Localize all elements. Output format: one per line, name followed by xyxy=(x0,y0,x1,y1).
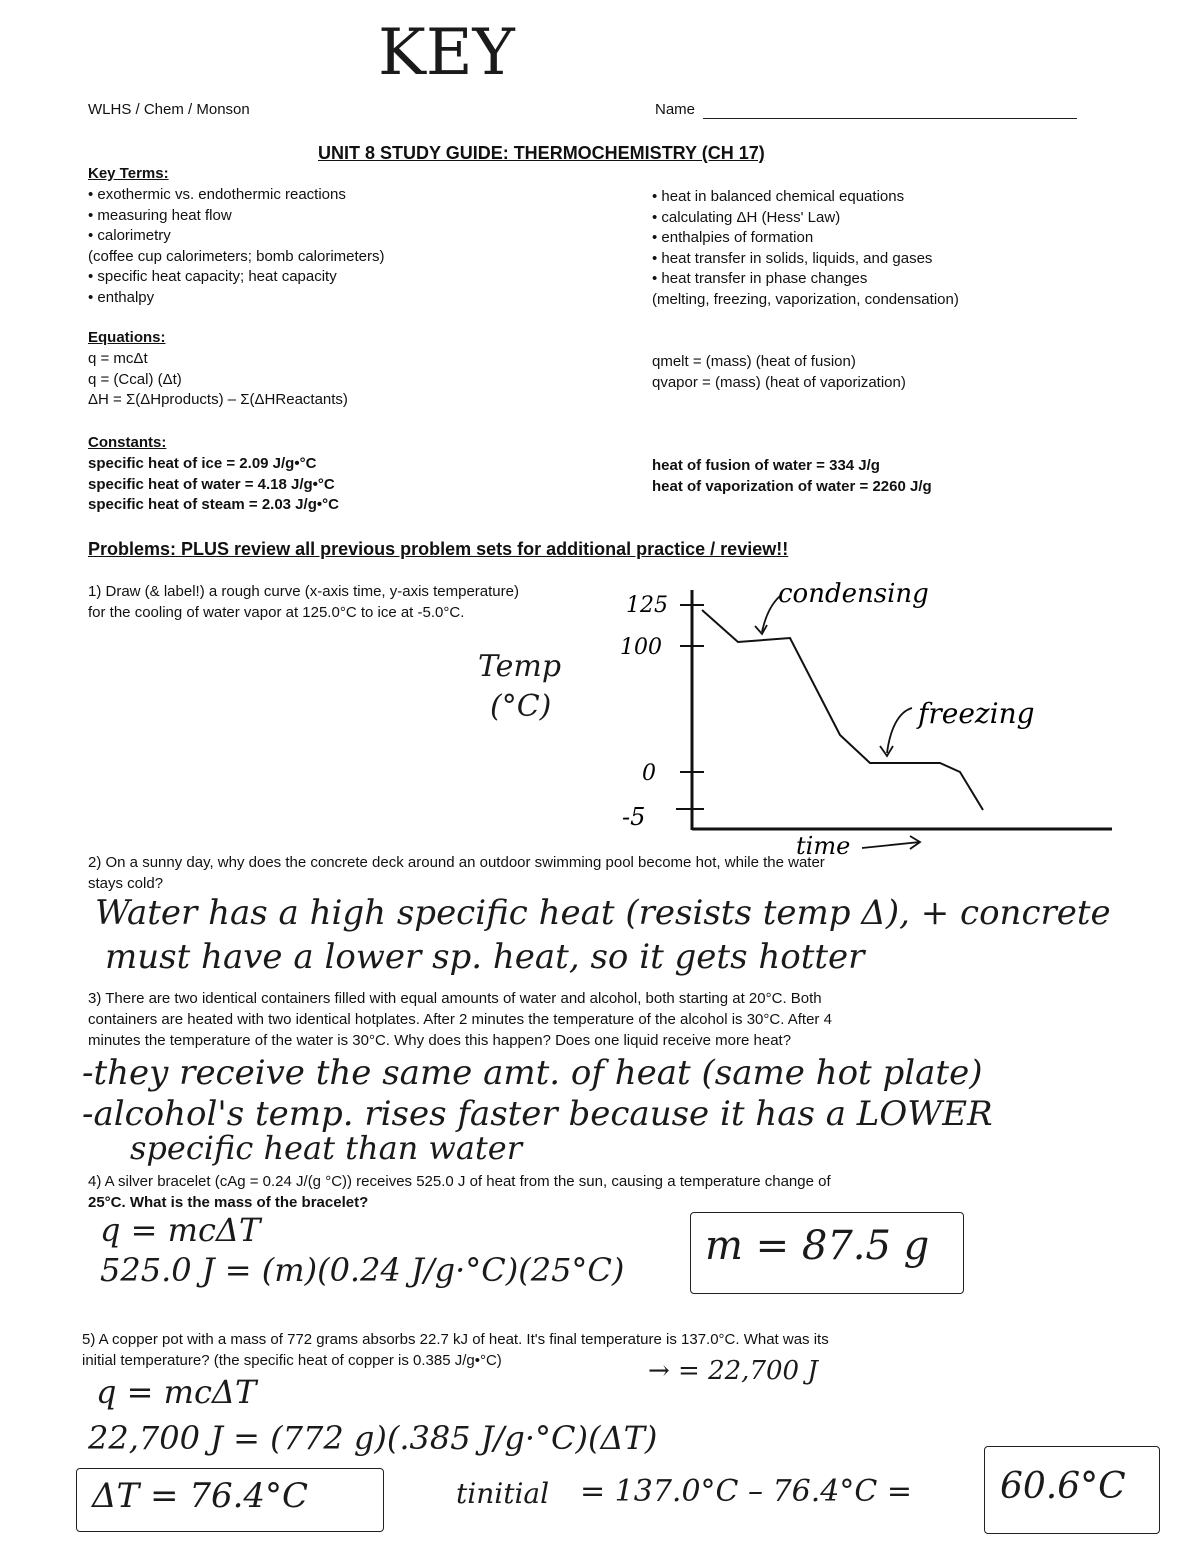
equation-item: q = mcΔt xyxy=(88,350,148,367)
equation-item: ΔH = Σ(ΔHproducts) – Σ(ΔHReactants) xyxy=(88,391,348,408)
initial-temp-label: tinitial xyxy=(456,1477,550,1510)
freezing-arrow xyxy=(887,708,912,753)
constant-item: heat of vaporization of water = 2260 J/g xyxy=(652,477,932,495)
equations-heading: Equations: xyxy=(88,329,166,346)
equation-item: qvapor = (mass) (heat of vaporization) xyxy=(652,373,906,391)
constant-item: heat of fusion of water = 334 J/g xyxy=(652,457,880,474)
graph-annotation-freezing: freezing xyxy=(918,697,1035,730)
problem-3-answer-line: specific heat than water xyxy=(130,1129,522,1167)
equation-item: qmelt = (mass) (heat of fusion) xyxy=(652,353,856,370)
key-term-item: • heat transfer in phase changes xyxy=(652,270,868,287)
graph-annotation-condensing: condensing xyxy=(778,579,929,609)
problem-4-work-line: q = mcΔT xyxy=(100,1211,261,1249)
problem-3-question-line: containers are heated with two identical hotplates. After 2 minutes the temperature of the alcohol is 30°C. After 4 xyxy=(88,1011,832,1028)
key-terms-right-list xyxy=(652,187,959,310)
problem-1-question-line: for the cooling of water vapor at 125.0°C to ice at -5.0°C. xyxy=(88,604,465,621)
course-label: WLHS / Chem / Monson xyxy=(88,101,250,118)
problem-4-question-line: 4) A silver bracelet (cAg = 0.24 J/(g °C)) receives 525.0 J of heat from the sun, causing a temperature change of xyxy=(88,1173,831,1190)
condensing-arrowhead xyxy=(755,625,767,634)
graph-y-axis-unit: (°C) xyxy=(490,689,552,724)
constants-left-list xyxy=(88,454,339,516)
problem-3-answer-line: -alcohol's temp. rises faster because it has a LOWER xyxy=(82,1094,993,1134)
key-term-item: • measuring heat flow xyxy=(88,206,232,224)
graph-x-axis-label: time xyxy=(796,832,851,860)
problem-3-question-line: 3) There are two identical containers filled with equal amounts of water and alcohol, both starting at 20°C. Both xyxy=(88,990,822,1007)
problem-4-question-line: 25°C. What is the mass of the bracelet? xyxy=(88,1194,369,1211)
key-term-item: • exothermic vs. endothermic reactions xyxy=(88,186,346,203)
name-label xyxy=(655,100,695,120)
key-term-item: • specific heat capacity; heat capacity xyxy=(88,268,337,285)
constant-item: specific heat of steam = 2.03 J/g•°C xyxy=(88,496,339,513)
key-terms-heading: Key Terms: xyxy=(88,165,169,182)
constants-right-list xyxy=(652,456,932,497)
problem-2-question-line: stays cold? xyxy=(88,875,164,892)
time-arrow xyxy=(862,836,920,849)
problem-5-question-line: 5) A copper pot with a mass of 772 grams absorbs 22.7 kJ of heat. It's final temperature is 137.0°C. What was its xyxy=(82,1331,829,1348)
name-field-line[interactable] xyxy=(703,118,1077,119)
problem-4-work-line: 525.0 J = (m)(0.24 J/g·°C)(25°C) xyxy=(100,1251,625,1289)
graph-y-axis-label: Temp xyxy=(478,649,562,684)
cooling-curve-graph xyxy=(600,570,1140,860)
constant-item: specific heat of ice = 2.09 J/g•°C xyxy=(88,455,317,472)
key-term-item: • calorimetry xyxy=(88,227,171,244)
key-handwritten-mark: KEY xyxy=(378,16,515,90)
constant-item: specific heat of water = 4.18 J/g•°C xyxy=(88,475,335,493)
key-term-item: • heat in balanced chemical equations xyxy=(652,188,905,205)
problem-1-question-line: 1) Draw (& label!) a rough curve (x-axis time, y-axis temperature) xyxy=(88,583,519,600)
graph-tick-label-minus5: -5 xyxy=(622,803,646,831)
key-term-item: (coffee cup calorimeters; bomb calorimeters) xyxy=(88,247,385,265)
key-term-item: • calculating ΔH (Hess' Law) xyxy=(652,208,841,226)
constants-heading: Constants: xyxy=(88,434,167,451)
graph-tick-label-100: 100 xyxy=(620,635,662,660)
equations-right-list xyxy=(652,352,906,393)
problem-5-work-line: q = mcΔT xyxy=(96,1373,257,1411)
key-term-item: • enthalpy xyxy=(88,288,155,306)
graph-tick-label-125: 125 xyxy=(626,593,668,618)
key-term-item: • enthalpies of formation xyxy=(652,229,814,246)
problems-heading: Problems: PLUS review all previous problem sets for additional practice / review!! xyxy=(88,539,789,559)
page-title: UNIT 8 STUDY GUIDE: THERMOCHEMISTRY (CH 17) xyxy=(318,143,765,163)
problem-5-conversion-note: → = 22,700 J xyxy=(648,1356,818,1386)
name-label-text: Name xyxy=(655,101,696,118)
graph-tick-label-0: 0 xyxy=(642,761,656,786)
problem-3-answer-line: -they receive the same amt. of heat (same hot plate) xyxy=(82,1053,983,1093)
problem-5-work-line: 22,700 J = (772 g)(.385 J/g·°C)(ΔT) xyxy=(88,1419,658,1457)
key-term-item: • heat transfer in solids, liquids, and gases xyxy=(652,249,933,267)
problem-3-question-line: minutes the temperature of the water is 30°C. Why does this happen? Does one liquid receive more heat? xyxy=(88,1032,792,1049)
problem-2-answer-line: Water has a high specific heat (resists temp Δ), + concrete xyxy=(95,893,1111,933)
key-terms-left-list xyxy=(88,185,385,308)
problem-4-answer: m = 87.5 g xyxy=(705,1223,930,1269)
problem-5-question-line: initial temperature? (the specific heat of copper is 0.385 J/g•°C) xyxy=(82,1352,502,1369)
delta-t-answer: ΔT = 76.4°C xyxy=(92,1476,309,1516)
final-answer: 60.6°C xyxy=(1000,1466,1126,1507)
problem-2-answer-line: must have a lower sp. heat, so it gets hotter xyxy=(105,937,865,977)
key-term-item: (melting, freezing, vaporization, condensation) xyxy=(652,290,959,308)
initial-temp-expression: = 137.0°C – 76.4°C = xyxy=(580,1474,913,1509)
problem-2-question-line: 2) On a sunny day, why does the concrete deck around an outdoor swimming pool become hot, while the water xyxy=(88,854,825,871)
equations-left-list xyxy=(88,349,348,411)
equation-item: q = (Ccal) (Δt) xyxy=(88,370,182,388)
